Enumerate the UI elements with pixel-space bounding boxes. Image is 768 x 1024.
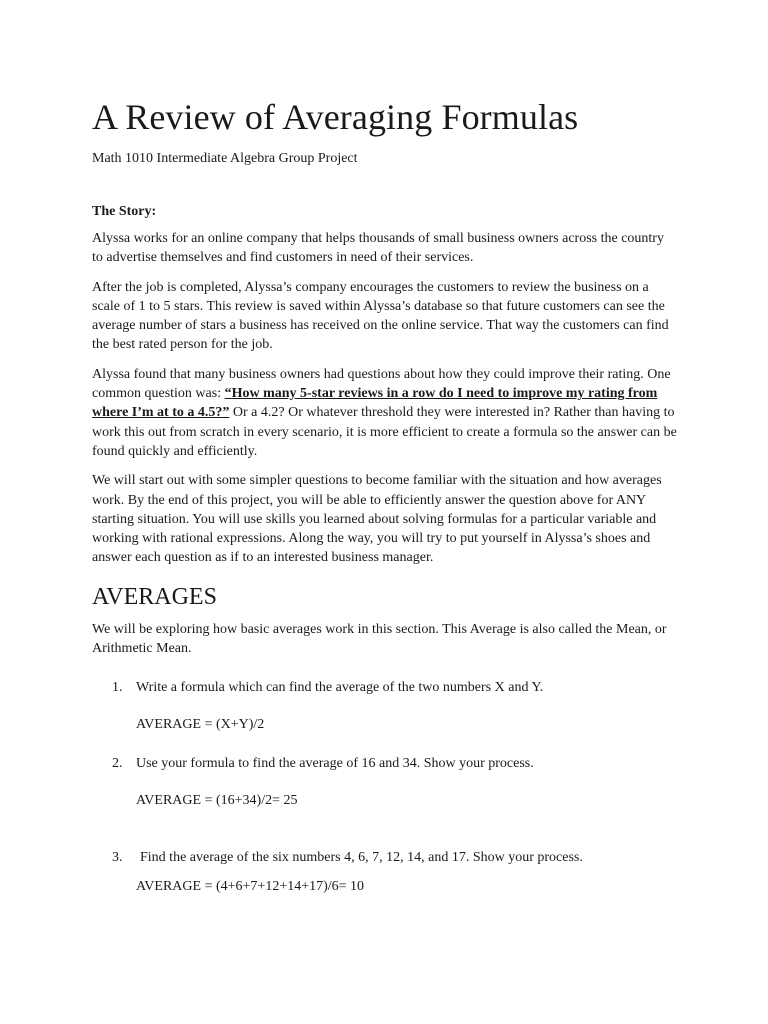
averages-intro: We will be exploring how basic averages work in this section. This Average is also called the Mean, or Arithmetic Mean. — [92, 621, 667, 657]
story-paragraph-3-tail: Or a 4.2? Or whatever threshold they were interested in? Rather than having to work this out from scratch in every scenario, it is more efficient to create a formula so the answer can be found quickly and efficiently. — [92, 405, 677, 459]
story-heading: The Story: — [92, 204, 157, 219]
story-paragraph-3 — [92, 365, 678, 461]
question-answer: AVERAGE = (4+6+7+12+14+17)/6= 10 — [136, 879, 365, 895]
question-item — [92, 678, 678, 734]
question-number: 1. — [112, 680, 123, 696]
story-paragraph-3-lead: Alyssa found that many business owners had questions about how they could improve their rating. One common question was: — [92, 366, 671, 402]
story-paragraph-4: We will start out with some simpler questions to become familiar with the situation and how averages work. By the end of this project, you will be able to efficiently answer the question above for ANY starting situation. You will use skills you learned about solving formulas for a particular variable and working with rational expressions. Along the way, you will try to put yourself in Alyssa’s shoes and answer each question as if to an interested business manager. — [92, 473, 662, 566]
question-answer: AVERAGE = (16+34)/2= 25 — [136, 793, 298, 809]
document-subtitle: Math 1010 Intermediate Algebra Group Project — [92, 151, 358, 166]
question-text: Write a formula which can find the average of the two numbers X and Y. — [136, 680, 544, 696]
question-number: 3. — [112, 850, 123, 866]
question-item — [92, 848, 678, 896]
document-title: A Review of Averaging Formulas — [92, 97, 579, 137]
averages-heading: AVERAGES — [92, 583, 217, 610]
question-list — [92, 678, 678, 896]
question-item — [92, 754, 678, 810]
story-paragraph-2: After the job is completed, Alyssa’s company encourages the customers to review the business on a scale of 1 to 5 stars. This review is saved within Alyssa’s database so that future customers can see the average number of stars a business has received on the online service. That way the customers can find the best rated person for the job. — [92, 279, 669, 353]
question-text: Find the average of the six numbers 4, 6, 7, 12, 14, and 17. Show your process. — [140, 850, 583, 866]
story-paragraph-1: Alyssa works for an online company that helps thousands of small business owners across the country to advertise themselves and find customers in need of their services. — [92, 231, 664, 266]
key-question-emphasis: “How many 5-star reviews in a row do I need to improve my rating from where I’m at to a 4.5?” — [92, 386, 658, 421]
question-number: 2. — [112, 756, 123, 772]
question-text: Use your formula to find the average of 16 and 34. Show your process. — [136, 756, 534, 772]
question-answer: AVERAGE = (X+Y)/2 — [136, 717, 265, 733]
